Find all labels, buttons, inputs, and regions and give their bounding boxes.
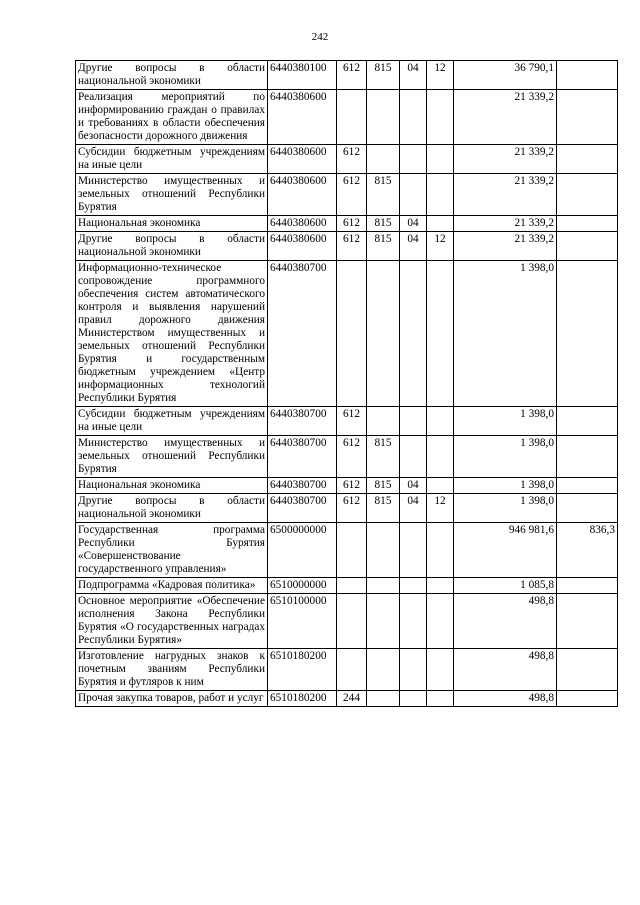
row-section: 04 (400, 232, 427, 261)
row-section: 04 (400, 61, 427, 90)
row-amount-extra (557, 174, 618, 216)
row-amount-extra (557, 232, 618, 261)
row-amount-extra (557, 261, 618, 407)
table-row (76, 232, 618, 261)
row-subsection (427, 691, 454, 707)
row-amount-extra (557, 436, 618, 478)
row-subsection (427, 407, 454, 436)
row-ministry-code (367, 523, 400, 578)
row-amount: 21 339,2 (454, 216, 557, 232)
row-amount: 21 339,2 (454, 232, 557, 261)
table-row (76, 407, 618, 436)
row-ministry-code: 815 (367, 174, 400, 216)
row-section (400, 578, 427, 594)
row-name: Национальная экономика (76, 478, 268, 494)
row-code: 6500000000 (268, 523, 337, 578)
row-amount: 498,8 (454, 594, 557, 649)
page-number: 242 (311, 31, 329, 43)
row-name: Изготовление нагрудных знаков к почетным званиям Республики Бурятия и футляров к ним (76, 649, 268, 691)
row-amount: 1 398,0 (454, 478, 557, 494)
row-ministry-code: 815 (367, 232, 400, 261)
row-ministry-code: 815 (367, 478, 400, 494)
row-expense-type (337, 594, 367, 649)
row-expense-type: 612 (337, 174, 367, 216)
budget-table (75, 60, 618, 707)
row-name: Реализация мероприятий по информированию граждан о правилах и требованиях в области обеспечения безопасности дорожного движения (76, 90, 268, 145)
row-subsection (427, 90, 454, 145)
row-amount-extra (557, 145, 618, 174)
row-name: Министерство имущественных и земельных отношений Республики Бурятия (76, 174, 268, 216)
table-row (76, 261, 618, 407)
row-ministry-code (367, 649, 400, 691)
row-code: 6440380700 (268, 478, 337, 494)
row-amount-extra (557, 61, 618, 90)
row-ministry-code: 815 (367, 494, 400, 523)
row-code: 6440380700 (268, 436, 337, 478)
row-expense-type: 612 (337, 232, 367, 261)
row-expense-type: 612 (337, 478, 367, 494)
row-code: 6440380600 (268, 174, 337, 216)
row-subsection (427, 523, 454, 578)
table-row (76, 90, 618, 145)
row-subsection: 12 (427, 494, 454, 523)
row-section (400, 691, 427, 707)
table-row (76, 649, 618, 691)
table-row (76, 578, 618, 594)
row-ministry-code (367, 90, 400, 145)
row-code: 6510000000 (268, 578, 337, 594)
row-amount-extra (557, 578, 618, 594)
row-ministry-code (367, 407, 400, 436)
row-amount: 21 339,2 (454, 174, 557, 216)
row-code: 6440380700 (268, 407, 337, 436)
row-name: Другие вопросы в области национальной экономики (76, 494, 268, 523)
table-row (76, 494, 618, 523)
row-section (400, 436, 427, 478)
row-expense-type (337, 261, 367, 407)
row-subsection (427, 594, 454, 649)
row-amount-extra (557, 691, 618, 707)
row-expense-type: 244 (337, 691, 367, 707)
row-subsection (427, 174, 454, 216)
table-row (76, 523, 618, 578)
row-code: 6440380100 (268, 61, 337, 90)
row-section (400, 145, 427, 174)
row-ministry-code: 815 (367, 61, 400, 90)
row-expense-type: 612 (337, 436, 367, 478)
table-row (76, 478, 618, 494)
row-name: Другие вопросы в области национальной экономики (76, 61, 268, 90)
row-section: 04 (400, 478, 427, 494)
row-ministry-code: 815 (367, 216, 400, 232)
row-section (400, 90, 427, 145)
row-ministry-code (367, 691, 400, 707)
row-amount: 498,8 (454, 691, 557, 707)
row-expense-type: 612 (337, 61, 367, 90)
row-subsection (427, 436, 454, 478)
row-code: 6510180200 (268, 649, 337, 691)
table-row (76, 174, 618, 216)
row-name: Национальная экономика (76, 216, 268, 232)
budget-table-body (76, 61, 618, 707)
row-name: Государственная программа Республики Бурятия «Совершенствование государственного управления» (76, 523, 268, 578)
row-name: Прочая закупка товаров, работ и услуг (76, 691, 268, 707)
row-section (400, 407, 427, 436)
row-name: Основное мероприятие «Обеспечение исполнения Закона Республики Бурятия «О государственных наградах Республики Бурятия» (76, 594, 268, 649)
row-expense-type (337, 90, 367, 145)
row-section (400, 261, 427, 407)
row-amount-extra (557, 494, 618, 523)
row-code: 6510100000 (268, 594, 337, 649)
row-expense-type: 612 (337, 216, 367, 232)
row-subsection (427, 145, 454, 174)
row-subsection (427, 578, 454, 594)
row-amount-extra (557, 90, 618, 145)
row-amount: 1 398,0 (454, 494, 557, 523)
row-amount: 1 398,0 (454, 261, 557, 407)
row-section (400, 174, 427, 216)
row-section (400, 649, 427, 691)
row-amount: 946 981,6 (454, 523, 557, 578)
row-expense-type: 612 (337, 145, 367, 174)
table-row (76, 436, 618, 478)
row-ministry-code (367, 261, 400, 407)
row-code: 6440380600 (268, 216, 337, 232)
row-amount: 1 085,8 (454, 578, 557, 594)
row-name: Информационно-техническое сопровождение программного обеспечения систем автоматического контроля и выявления нарушений правил дорожного движения Министерством имущественных и земельных отношений Республики Бурятия и государственным бюджетным учреждением «Центр информационных технологий Республики Бурятия (76, 261, 268, 407)
row-section (400, 594, 427, 649)
row-section (400, 523, 427, 578)
row-code: 6440380600 (268, 232, 337, 261)
row-amount: 21 339,2 (454, 90, 557, 145)
row-amount-extra (557, 649, 618, 691)
row-name: Другие вопросы в области национальной экономики (76, 232, 268, 261)
row-ministry-code (367, 578, 400, 594)
row-code: 6440380700 (268, 494, 337, 523)
row-name: Субсидии бюджетным учреждениям на иные цели (76, 145, 268, 174)
table-row (76, 216, 618, 232)
row-ministry-code: 815 (367, 436, 400, 478)
row-code: 6440380600 (268, 90, 337, 145)
row-subsection (427, 216, 454, 232)
row-name: Подпрограмма «Кадровая политика» (76, 578, 268, 594)
row-amount: 21 339,2 (454, 145, 557, 174)
row-amount-extra (557, 478, 618, 494)
row-expense-type: 612 (337, 494, 367, 523)
row-code: 6510180200 (268, 691, 337, 707)
row-amount: 498,8 (454, 649, 557, 691)
row-subsection: 12 (427, 61, 454, 90)
row-amount-extra (557, 216, 618, 232)
table-row (76, 691, 618, 707)
row-code: 6440380600 (268, 145, 337, 174)
row-subsection (427, 261, 454, 407)
row-expense-type (337, 523, 367, 578)
row-ministry-code (367, 145, 400, 174)
table-row (76, 145, 618, 174)
row-section: 04 (400, 494, 427, 523)
row-section: 04 (400, 216, 427, 232)
row-expense-type (337, 649, 367, 691)
row-amount-extra (557, 594, 618, 649)
row-expense-type: 612 (337, 407, 367, 436)
row-name: Субсидии бюджетным учреждениям на иные цели (76, 407, 268, 436)
row-amount-extra: 836,3 (557, 523, 618, 578)
row-subsection: 12 (427, 232, 454, 261)
row-ministry-code (367, 594, 400, 649)
row-name: Министерство имущественных и земельных отношений Республики Бурятия (76, 436, 268, 478)
row-expense-type (337, 578, 367, 594)
row-amount-extra (557, 407, 618, 436)
row-subsection (427, 649, 454, 691)
row-amount: 1 398,0 (454, 407, 557, 436)
table-row (76, 61, 618, 90)
row-code: 6440380700 (268, 261, 337, 407)
row-amount: 1 398,0 (454, 436, 557, 478)
row-amount: 36 790,1 (454, 61, 557, 90)
table-row (76, 594, 618, 649)
row-subsection (427, 478, 454, 494)
